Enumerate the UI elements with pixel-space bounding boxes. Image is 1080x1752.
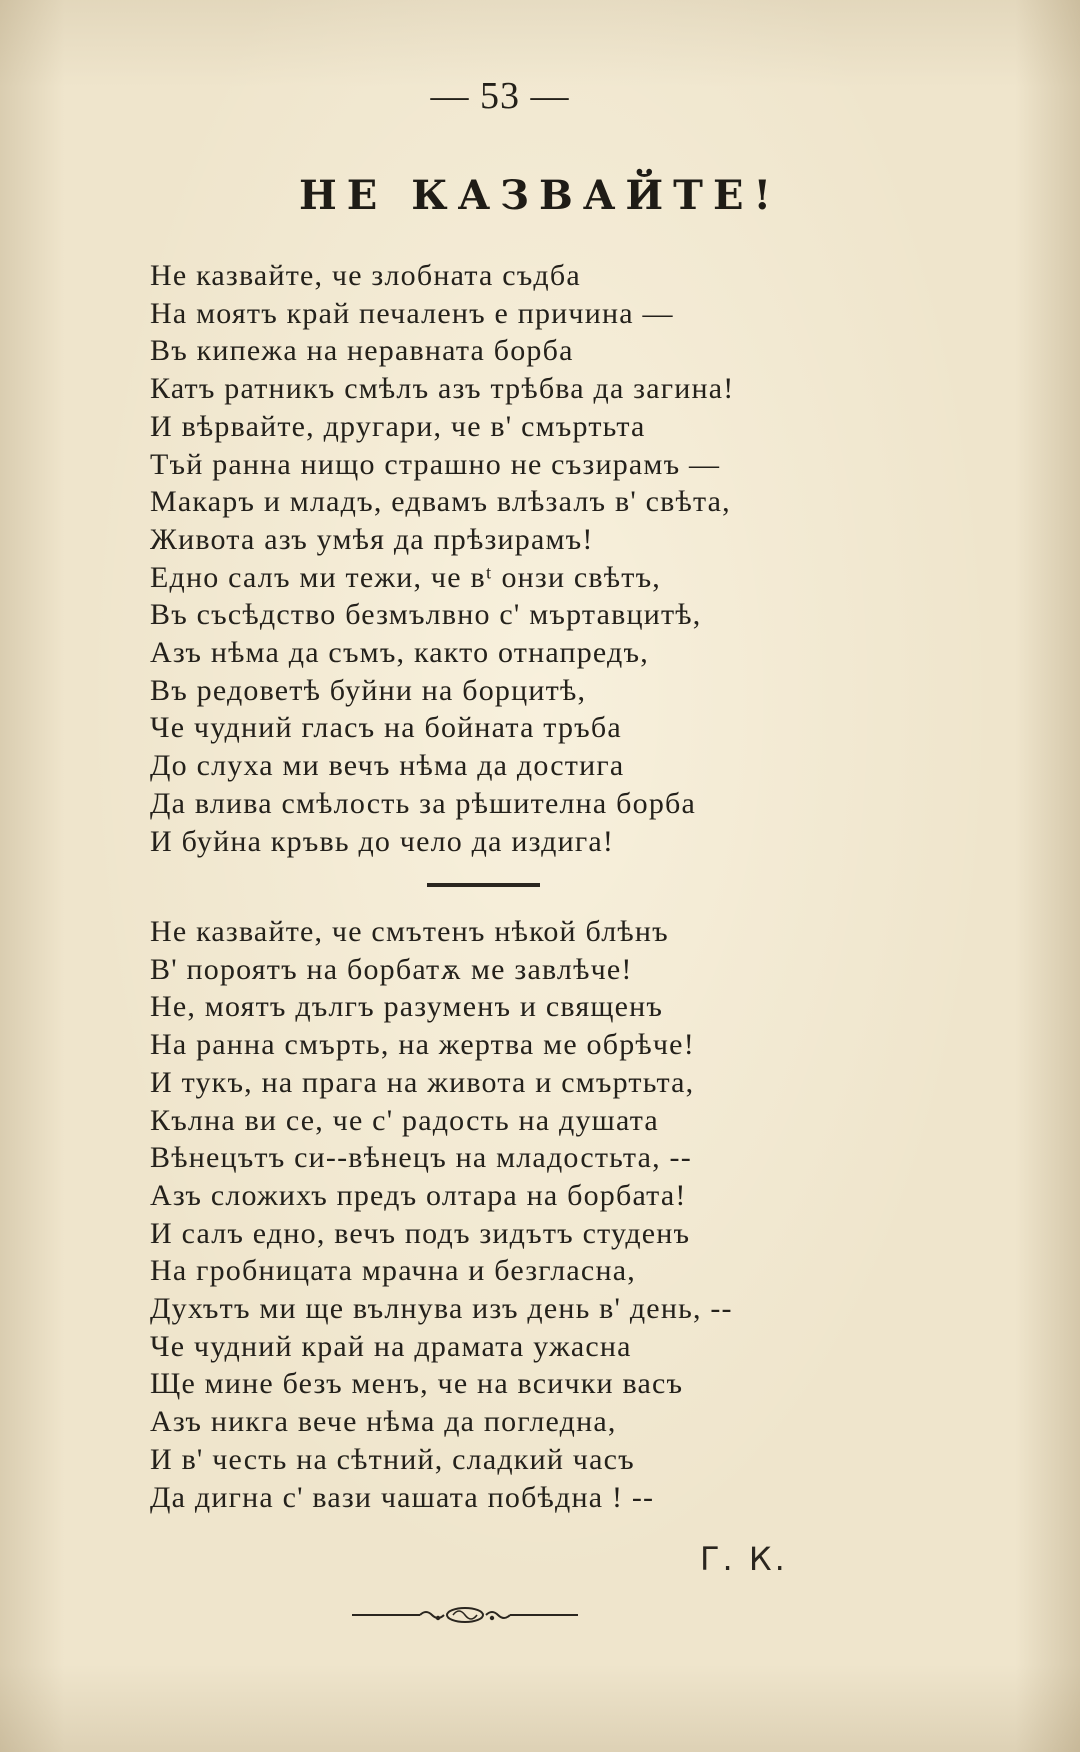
poem-line: Кълна ви се, че с' радость на душата bbox=[150, 1103, 659, 1137]
poem-line: На моятъ край печаленъ е причина — bbox=[150, 296, 674, 330]
poem-line: Азъ нѣма да съмъ, както отнапредъ, bbox=[150, 636, 649, 670]
stanza-separator-rule bbox=[427, 883, 540, 887]
end-ornament-icon bbox=[350, 1600, 580, 1630]
poem-line: И салъ едно, вечъ подъ зидътъ студенъ bbox=[150, 1216, 691, 1250]
author-signature: Г. К. bbox=[700, 1540, 788, 1578]
poem-line: Азъ сложихъ предъ олтара на борбата! bbox=[150, 1178, 687, 1212]
poem-line: Въ кипежа на неравната борба bbox=[150, 334, 574, 368]
stanza-1 bbox=[150, 257, 950, 860]
poem-line: Не, моятъ дългъ разуменъ и священъ bbox=[150, 990, 664, 1024]
poem-line: Да дигна с' вази чашата побѣдна ! -- bbox=[150, 1480, 655, 1514]
poem-title: НЕ КАЗВАЙТЕ! bbox=[298, 172, 781, 219]
poem-line: Живота азъ умѣя да прѣзирамъ! bbox=[150, 522, 594, 556]
poem-line: Макаръ и младъ, едвамъ влѣзалъ в' свѣта, bbox=[150, 485, 731, 519]
poem-line: Не казвайте, че смътенъ нѣкой блѣнъ bbox=[150, 915, 669, 948]
poem-line: И в' честь на сѣтний, сладкий часъ bbox=[150, 1442, 635, 1476]
poem-line: И вѣрвайте, другари, че в' смъртьта bbox=[150, 409, 646, 443]
poem-line: И тукъ, на прага на живота и смъртьта, bbox=[150, 1065, 695, 1099]
poem-line: Вѣнецътъ си--вѣнецъ на младостьта, -- bbox=[150, 1141, 692, 1175]
poem-line: Че чудний гласъ на бойната тръба bbox=[150, 711, 622, 745]
poem-line: И буйна кръвь до чело да издига! bbox=[150, 824, 615, 858]
poem-line: Да влива смѣлость за рѣшителна борба bbox=[150, 786, 696, 820]
poem-line: В' пороятъ на борбатѫ ме завлѣче! bbox=[150, 952, 633, 986]
poem-line: Азъ никга вече нѣма да погледна, bbox=[150, 1405, 617, 1439]
poem-line: На гробницата мрачна и безгласна, bbox=[150, 1254, 636, 1288]
poem-line: На ранна смърть, на жертва ме обрѣче! bbox=[150, 1028, 695, 1062]
poem-line: Едно салъ ми тежи, че вᵗ онзи свѣтъ, bbox=[150, 560, 661, 594]
poem-line: Катъ ратникъ смѣлъ азъ трѣбва да загина! bbox=[150, 372, 735, 406]
poem-line: Духътъ ми ще вълнува изъ день в' день, -- bbox=[150, 1292, 733, 1326]
poem-line: Не казвайте, че злобната съдба bbox=[150, 259, 581, 292]
poem-line: Тъй ранна нищо страшно не съзирамъ — bbox=[150, 447, 721, 481]
poem-line: Ще мине безъ менъ, че на всички васъ bbox=[150, 1367, 684, 1401]
poem-line: Въ съсѣдство безмълвно с' мъртавцитѣ, bbox=[150, 598, 702, 632]
poem-line: Въ редоветѣ буйни на борцитѣ, bbox=[150, 673, 587, 707]
poem-line: До слуха ми вечъ нѣма да достига bbox=[150, 749, 625, 783]
stanza-2 bbox=[150, 913, 950, 1516]
poem-line: Че чудний край на драмата ужасна bbox=[150, 1329, 632, 1363]
page-number: — 53 — bbox=[430, 75, 570, 117]
